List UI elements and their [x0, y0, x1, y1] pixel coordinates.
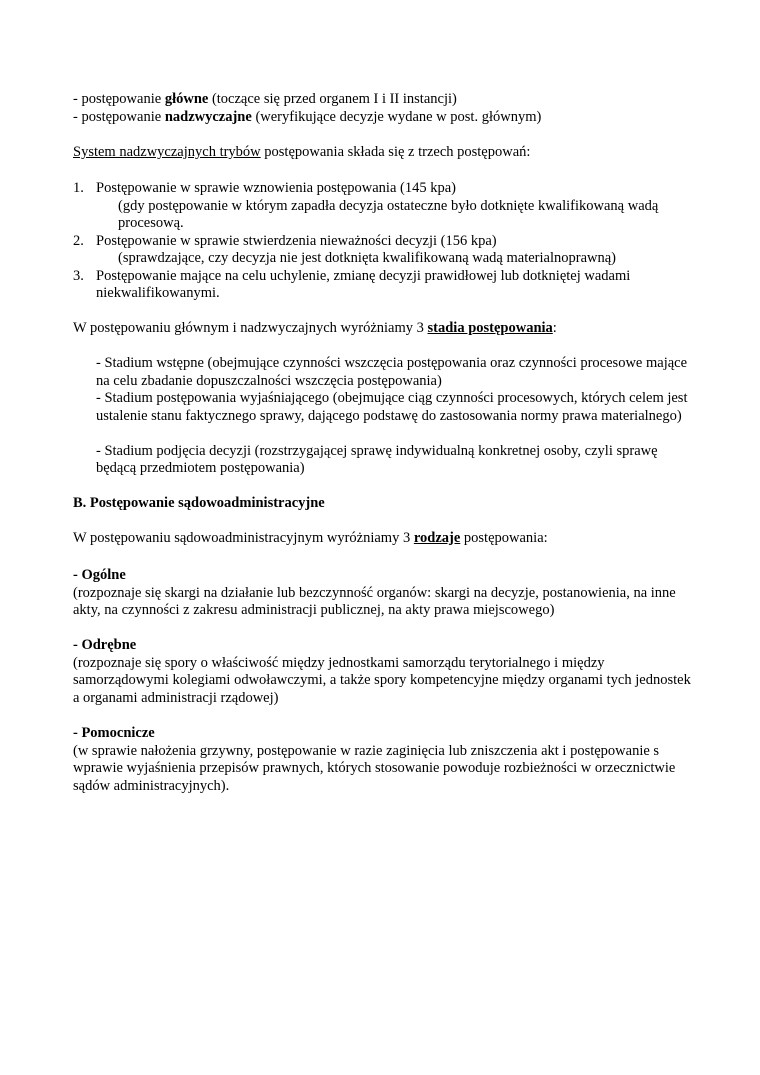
types-intro-prefix: W postępowaniu sądowoadministracyjnym wyróżniamy 3: [73, 530, 414, 546]
system-rest: postępowania składa się z trzech postępowań:: [260, 144, 531, 160]
list-item-text: Postępowanie w sprawie wznowienia postępowania (145 kpa): [96, 180, 456, 196]
list-item: [73, 232, 693, 268]
type-description: (rozpoznaje się spory o właściwość między jednostkami samorządu terytorialnego i między samorządowymi kolegiami odwoławczymi, a także spory kompetencyjne między organami tych jednostek a organami administracji rządowej): [73, 654, 691, 706]
list-number: 3.: [73, 267, 84, 284]
intro-line-extra-suffix: (weryfikujące decyzje wydane w post. głównym): [251, 108, 542, 125]
stage-item: - Stadium wstępne (obejmujące czynności wszczęcia postępowania oraz czynności procesowe mające na celu zbadanie dopuszczalności wszczęcia postępowania): [96, 355, 688, 389]
type-description: (rozpoznaje się skargi na działanie lub bezczynność organów: skargi na decyzje, postanowienia, na inne akty, na czynności z zakresu administracji publicznej, na akty prawa miejscowego): [73, 584, 676, 618]
type-title: - Ogólne: [73, 567, 126, 583]
type-separate: [73, 637, 693, 707]
stages-intro-prefix: W postępowaniu głównym i nadzwyczajnych wyróżniamy 3: [73, 320, 428, 336]
type-auxiliary: [73, 725, 693, 795]
list-item: [73, 267, 693, 303]
intro-line-main-prefix: - postępowanie: [73, 91, 165, 107]
intro-line-main: [73, 91, 693, 109]
system-paragraph: [73, 144, 693, 162]
intro-line-main-suffix: (toczące się przed organem I i II instancji): [208, 91, 457, 107]
list-item-subtext: (gdy postępowanie w którym zapadła decyzja ostateczne było dotknięte kwalifikowaną wadą procesową.: [118, 197, 659, 231]
list-item-subtext: (sprawdzające, czy decyzja nie jest dotknięta kwalifikowaną wadą materialnoprawną): [118, 250, 616, 266]
types-intro-strong: rodzaje: [413, 530, 461, 546]
type-title: - Pomocnicze: [73, 725, 155, 741]
section-b-heading: B. Postępowanie sądowoadministracyjne: [73, 495, 325, 511]
stage-item: - Stadium postępowania wyjaśniającego (obejmujące ciąg czynności procesowych, których celem jest ustalenie stanu faktycznego sprawy, dającego podstawę do zastosowania normy prawa materialnego): [96, 390, 688, 424]
system-underlined: System nadzwyczajnych trybów: [73, 144, 261, 160]
stages-list: [96, 355, 693, 478]
list-item: [73, 180, 693, 233]
stages-intro: [73, 320, 693, 338]
type-title: - Odrębne: [73, 637, 137, 653]
section-b: [73, 495, 693, 513]
type-description: (w sprawie nałożenia grzywny, postępowanie w razie zaginięcia lub zniszczenia akt i postępowanie s wprawie wyjaśnienia przepisów prawnych, których stosowanie powoduje rozbieżności w orzecznictwie sądów administracyjnych).: [73, 742, 676, 794]
procedure-list: [73, 180, 693, 303]
intro-line-extra-prefix: - postępowanie: [73, 108, 165, 125]
types-intro: [73, 530, 693, 548]
types-intro-suffix: postępowania:: [460, 530, 548, 546]
intro-lines: [73, 91, 693, 126]
intro-line-extra-bold: nadzwyczajne: [164, 108, 252, 125]
list-number: 1.: [73, 180, 84, 196]
type-general: [73, 567, 693, 620]
intro-line-extraordinary: [73, 109, 693, 127]
intro-line-main-bold: główne: [164, 91, 209, 107]
list-item-text: Postępowanie mające na celu uchylenie, zmianę decyzji prawidłowej lub dotkniętej wadami niekwalifikowanymi.: [96, 267, 631, 301]
stages-intro-strong: stadia postępowania: [427, 320, 553, 336]
list-number: 2.: [73, 232, 84, 249]
list-item-text: Postępowanie w sprawie stwierdzenia nieważności decyzji (156 kpa): [96, 232, 497, 249]
stage-item: - Stadium podjęcia decyzji (rozstrzygającej sprawę indywidualną konkretnej osoby, czyli sprawę będącą przedmiotem postępowania): [96, 442, 658, 476]
stages-intro-suffix: :: [552, 320, 557, 336]
